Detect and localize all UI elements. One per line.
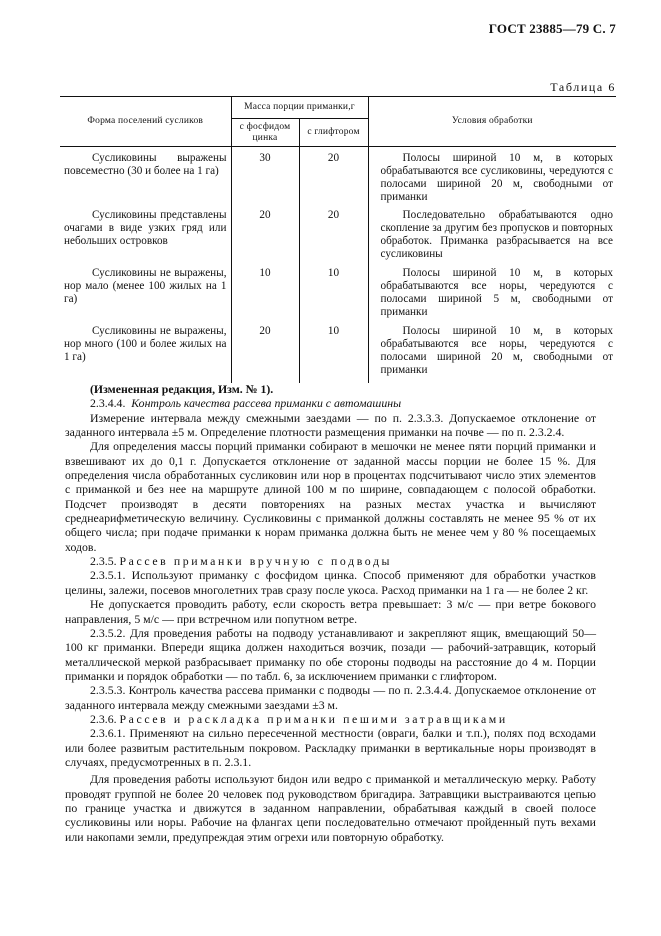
cell-glyf: 10 [299,263,368,321]
cell-glyf: 20 [299,205,368,263]
table-caption: Таблица 6 [550,80,616,94]
table-row [60,205,616,263]
header-conditions: Условия обработки [368,97,616,147]
cell-conditions: Полосы шириной 10 м, в которых обрабатываются все норы, чередуются с полосами шириной 20 м, свободными от приманки [380,324,614,376]
header-mass: Масса порции приманки,г [231,97,368,119]
cell-zinc: 30 [231,147,299,205]
section-title: Контроль качества рассева приманки с автомашины [131,396,402,411]
paragraph: Для проведения работы используют бидон или ведро с приманкой и металлическую мерку. Работу проводят группой не более 20 человек под руководством бригадира. Затравщики выстраиваются цепью по границе участка и движутся в заданном направлении, обрабатывая каждый в своей полосе сусликовины или норы. Рабочие на флангах цепи последовательно отмечают пройденный путь вехами или накопами земли, предупреждая этим огрехи или повторную обработку. [65,772,596,844]
header-zinc: с фосфидом цинка [231,119,299,147]
paragraph: Измерение интервала между смежными заездами — по п. 2.3.3.3. Допускаемое отклонение от заданного интервала ±5 м. Определение плотности размещения приманки на почве — по п. 2.3.2.4. [65,410,596,440]
table-row [60,321,616,383]
amendment-text: (Измененная редакция, Изм. № 1). [90,382,274,396]
paragraph: Для определения массы порций приманки собирают в мешочки не менее пяти порций приманки и взвешивают их до 0,1 г. Допускается отклонение от заданной массы порции не более 15 %. Для определения числа обработанных сусликовин или нор в процентах подсчитывают число этих элементов с приманкой и без нее на маршруте длиной 100 м по ширине, совпадающем с полосой обработки. Подсчет производят в десяти повторениях на разных местах участка и вычисляют среднеарифметическую величину. Сусликовины с приманкой должны составлять не менее 95 % от их общего числа; при подаче приманки к норам приманка должна быть не менее чем у 80 % посещаемых ходов. [65,439,596,554]
cell-glyf: 10 [299,321,368,383]
cell-form: Сусликовины не выражены, нор мало (менее 100 жилых на 1 га) [64,266,227,305]
section-title: Рассев и раскладка приманки пешими затравщиками [119,711,508,726]
cell-glyf: 20 [299,147,368,205]
body-text [65,382,596,844]
cell-conditions: Полосы шириной 10 м, в которых обрабатываются все сусликовины, чередуются с полосами шириной 20 м, свободными от приманки [380,152,614,203]
amendment-note [65,382,596,396]
cell-zinc: 20 [231,321,299,383]
section-number: 2.3.6. [90,711,117,726]
paragraph: Не допускается проводить работу, если скорость ветра превышает: 3 м/с — при ветре бокового направления, 5 м/с — при встречном или попутном ветре. [65,597,596,626]
section-235-heading [65,554,596,568]
cell-conditions: Последовательно обрабатываются одно скопление за другим без пропусков и повторных обработок. Приманка разбрасывается на все сусликовины [380,208,614,260]
table-row [60,147,616,205]
cell-form: Сусликовины представлены очагами в виде узких гряд или небольших островков [64,208,227,247]
cell-form: Сусликовины выражены повсеместно (30 и более на 1 га) [64,152,227,177]
paragraph: 2.3.5.3. Контроль качества рассева приманки с подводы — по п. 2.3.4.4. Допускаемое отклонение от заданного интервала между смежными заездами ±3 м. [65,683,596,712]
paragraph: 2.3.6.1. Применяют на сильно пересеченной местности (овраги, балки и т.п.), полях под всходами или более развитым растительным покровом. Раскладку приманки в вертикальные норы производят в случаях, предусмотренных в п. 2.3.1. [65,726,596,769]
paragraph: 2.3.5.2. Для проведения работы на подводу устанавливают и закрепляют ящик, вмещающий 50—100 кг приманки. Впереди ящика должен находиться возчик, позади — рабочий-затравщик, который металлической меркой разбрасывает приманку по обе стороны подводы на расстояние до 4 м. Порции приманки и порядок обработки — по табл. 6, за исключением приманки с глифтором. [65,625,596,683]
paragraph: 2.3.5.1. Используют приманку с фосфидом цинка. Способ применяют для обработки участков целины, залежи, посевов многолетних трав сразу после укоса. Расход приманки на 1 га — не более 2 кг. [65,568,596,597]
section-number: 2.3.4.4. [90,396,126,411]
header-glyf: с глифтором [299,119,368,147]
section-236-heading [65,712,596,726]
table-row [60,263,616,321]
cell-zinc: 20 [231,205,299,263]
header-form: Форма поселений сусликов [60,97,231,147]
table-6 [60,96,616,383]
section-2344-heading [65,396,596,410]
section-title: Рассев приманки вручную с подводы [119,554,393,569]
section-number: 2.3.5. [90,554,117,569]
running-header: ГОСТ 23885—79 С. 7 [488,21,616,36]
cell-conditions: Полосы шириной 10 м, в которых обрабатываются все норы, чередуются с полосами шириной 5 м, свободными от приманки [380,266,614,318]
cell-form: Сусликовины не выражены, нор много (100 и более жилых на 1 га) [64,324,227,363]
cell-zinc: 10 [231,263,299,321]
